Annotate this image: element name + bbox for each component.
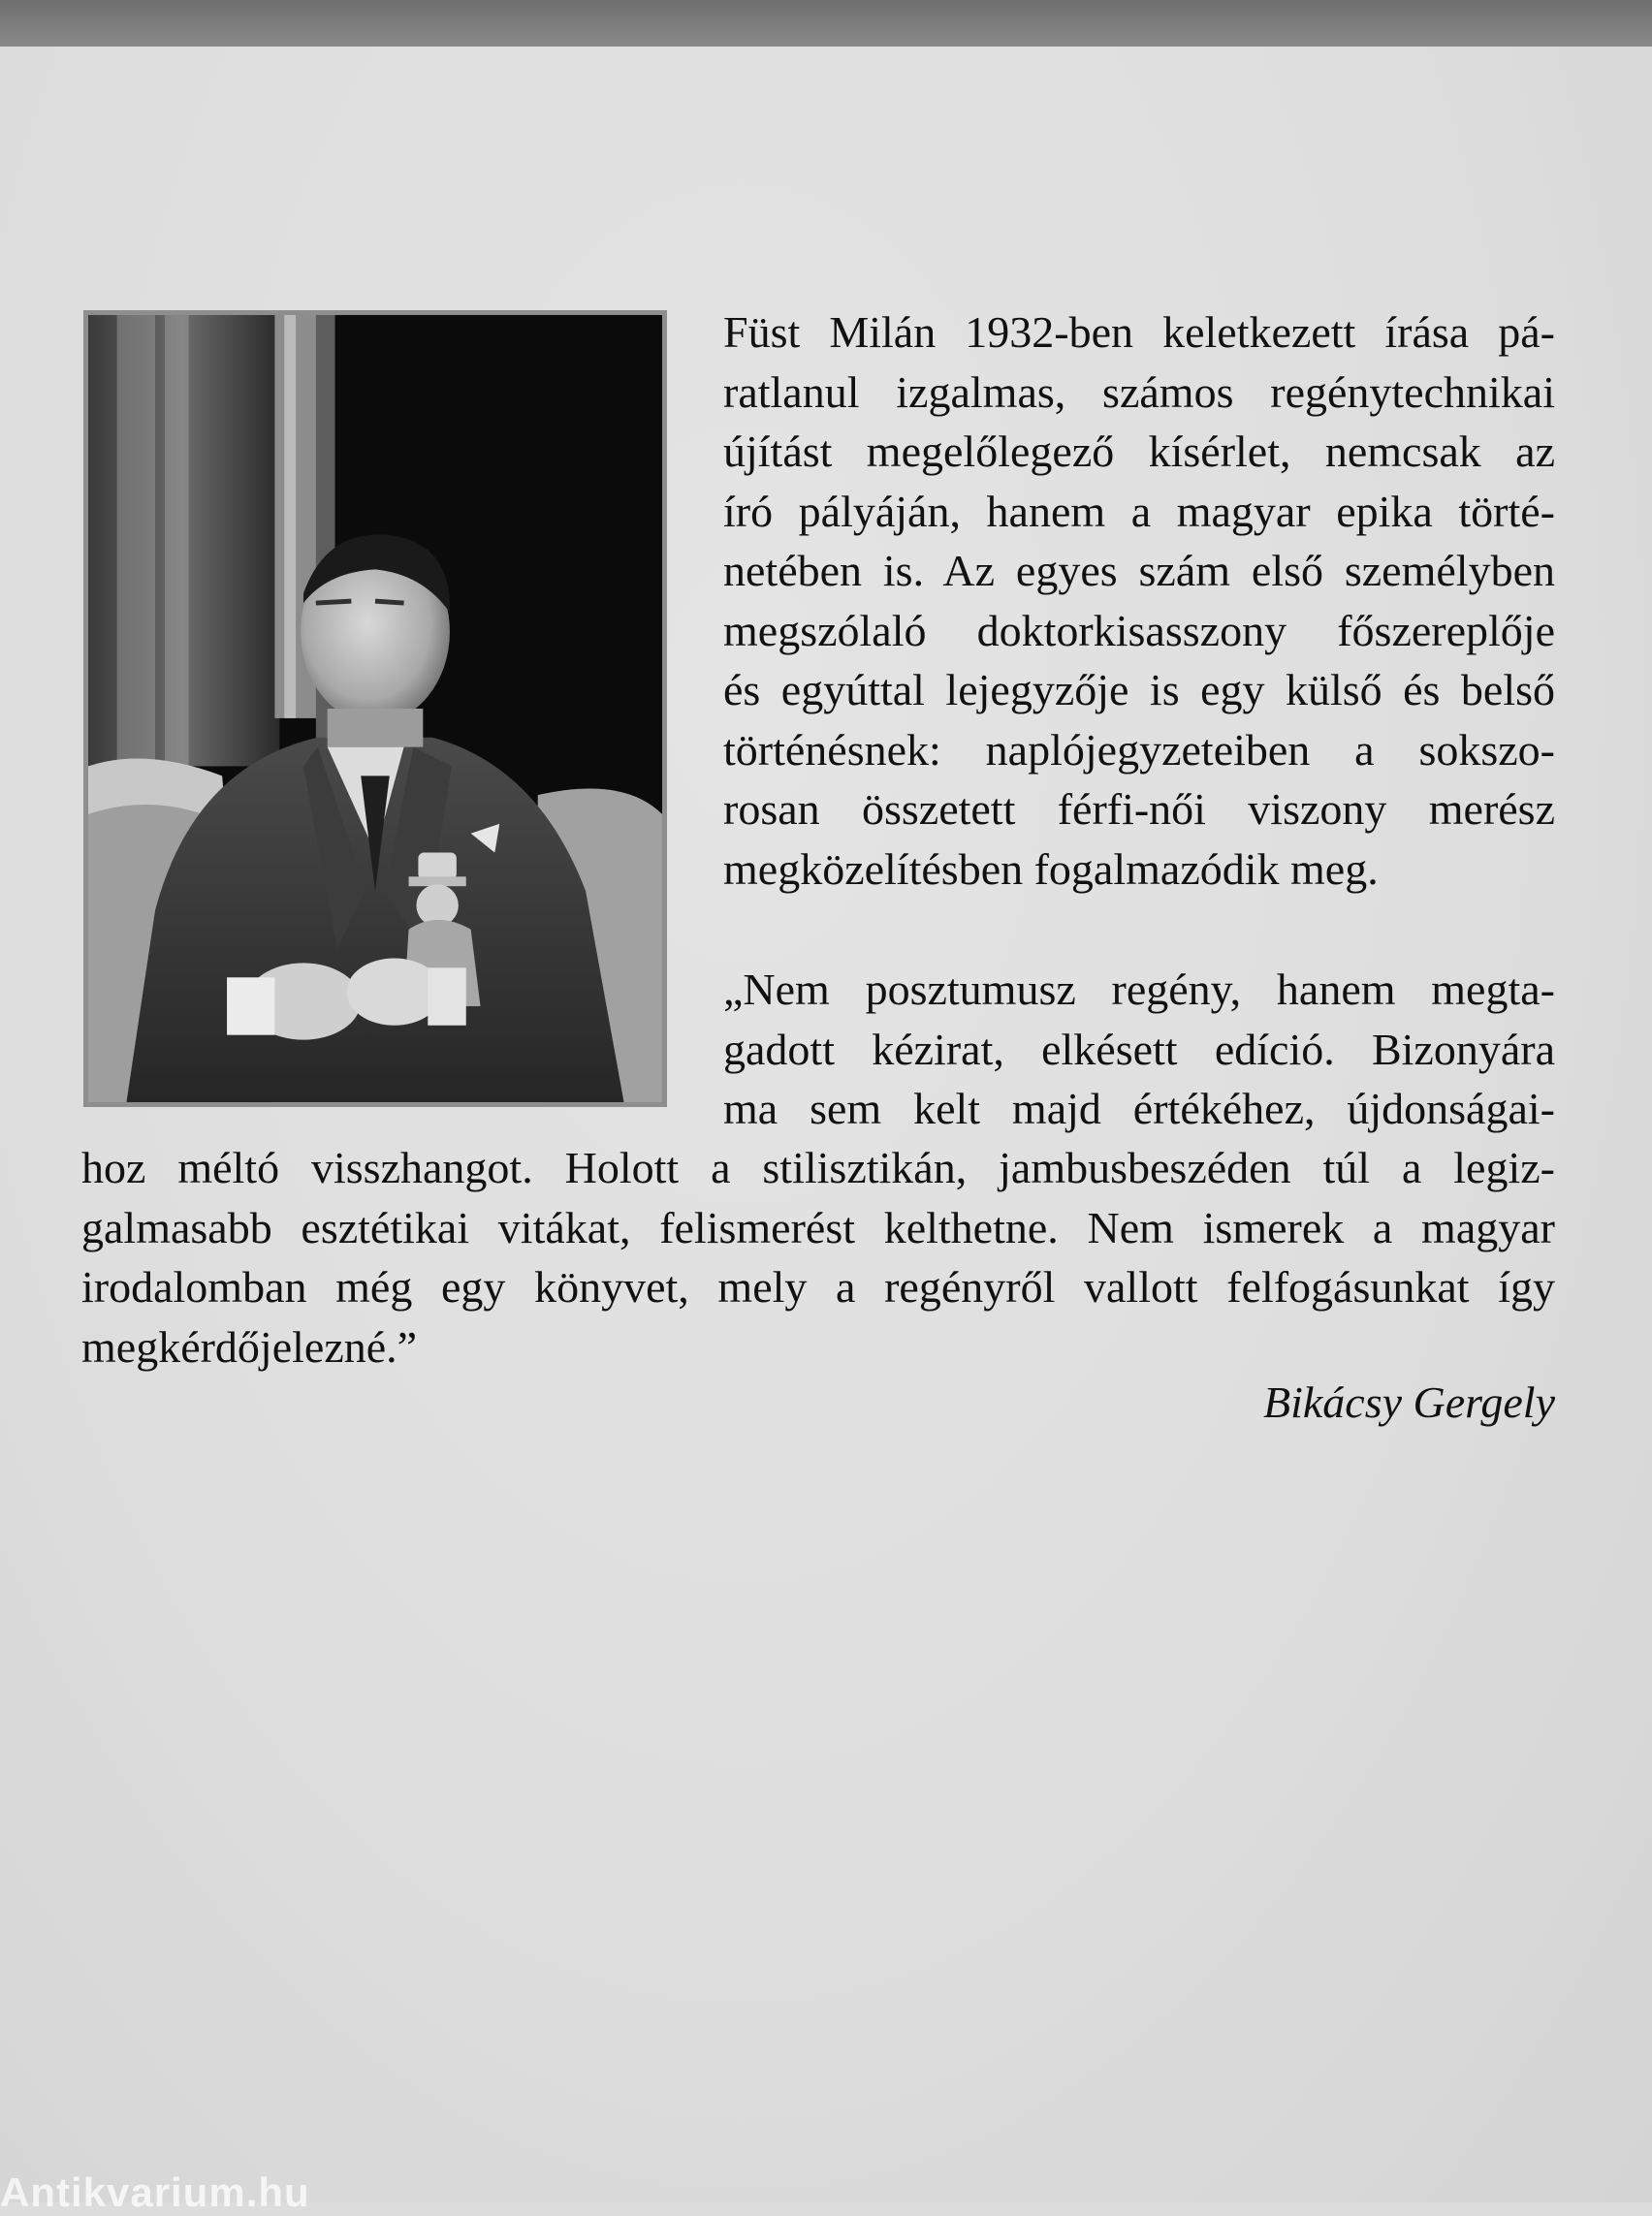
author-photo <box>83 310 667 1107</box>
text-line: ma sem kelt majd értékéhez, újdonságai- <box>723 1084 1555 1133</box>
watermark: Antikvarium.hu <box>0 2169 310 2215</box>
text-line: megszólaló doktorkisasszony főszereplője <box>723 605 1555 655</box>
text-line: Füst Milán 1932-ben keletkezett írása pá- <box>723 307 1555 357</box>
quote-paragraph-bottom <box>81 1138 1555 1377</box>
quote-paragraph-top <box>723 960 1555 1139</box>
text-line: galmasabb esztétikai vitákat, felismerést kelthetne. Nem ismerek a magyar <box>81 1202 1555 1252</box>
text-line: és egyúttal lejegyzője is egy külső és belső <box>723 665 1555 714</box>
quote-author-signature: Bikácsy Gergely <box>1263 1377 1555 1427</box>
text-line: irodalomban még egy könyvet, mely a regényről vallott felfogásunkat így <box>81 1262 1555 1312</box>
text-line: hoz méltó visszhangot. Holott a stilisztikán, jambusbeszéden túl a legiz- <box>81 1143 1555 1192</box>
background-strip <box>0 0 1652 48</box>
text-line: újítást megelőlegező kísérlet, nemcsak az <box>723 427 1555 476</box>
text-line: megkérdőjelezné.” <box>81 1321 418 1372</box>
text-line: netében is. Az egyes szám első személyben <box>723 546 1555 595</box>
description-paragraph <box>723 302 1555 899</box>
text-line: megközelítésben fogalmazódik meg. <box>723 843 1379 894</box>
text-line: író pályáján, hanem a magyar epika törté- <box>723 486 1555 536</box>
text-line: ratlanul izgalmas, számos regénytechnikai <box>723 366 1555 417</box>
text-line: „Nem posztumusz regény, hanem megta- <box>723 965 1555 1014</box>
text-line: rosan összetett férfi-női viszony merész <box>723 784 1555 834</box>
text-line: gadott kézirat, elkésett edíció. Bizonyára <box>723 1024 1555 1074</box>
author-photo-image <box>88 315 662 1102</box>
text-line: történésnek: naplójegyzeteiben a sokszo- <box>723 724 1555 775</box>
